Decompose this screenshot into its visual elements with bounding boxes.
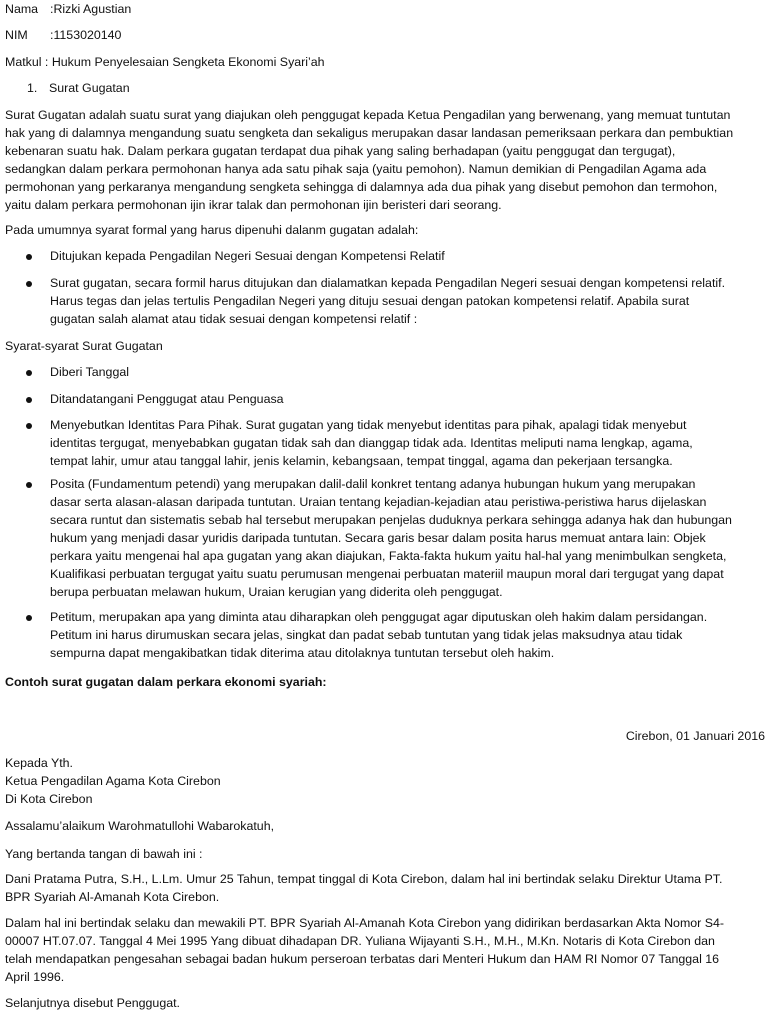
letter-greeting: Assalamu’alaikum Warohmatullohi Wabarokatuh, [5,819,275,833]
nim-value: :1153020140 [50,28,122,42]
letter-kepada: Kepada Yth. [5,756,73,770]
section-title: Surat Gugatan [49,81,130,95]
letter-identity-paragraph [5,870,763,906]
letter-location: Di Kota Cirebon [5,792,93,806]
intro-line: kebenaran suatu hak. Dalam perkara gugatan terdapat dua pihak yang saling berhadapan (yaitu penggugat dan tergugat), [5,144,676,158]
syarat-item-line: identitas tergugat, menyebabkan gugatan tidak sah dan dianggap tidak ada. Identitas meliputi nama lengkap, agama, [50,436,693,450]
intro-line: permohonan yang perkaranya mengandung sengketa sehingga di dalamnya ada dua pihak yang disebut pemohon dan termohon, [5,180,718,194]
nim-row [5,26,121,44]
bullet-icon [26,397,32,403]
identity-line: Dani Pratama Putra, S.H., L.Lm. Umur 25 Tahun, tempat tinggal di Kota Cirebon, dalam hal ini bertindak selaku Direktur Utama PT. [5,872,723,886]
formal-item-line: gugatan salah alamat atau tidak sesuai dengan kompetensi relatif : [50,312,418,326]
letter-date: Cirebon, 01 Januari 2016 [625,729,765,743]
bullet-icon [26,423,32,429]
syarat-item-line: perkara yaitu mengenai hal apa gugatan yang akan diajukan, Fakta-fakta hukum yaitu hal-hal yang menimbulkan sengketa, [50,549,727,563]
syarat-item-line: hukum yang menjadi dasar yuridis daripada tuntutan. Secara garis besar dalam posita harus memuat antara lain: Objek [50,531,706,545]
syarat-item-line: sempurna dapat mengakibatkan tidak diterima atau ditolaknya tuntutan tersebut oleh hakim. [50,646,555,660]
formal-item [50,247,765,265]
syarat-item [50,390,765,408]
contoh-title: Contoh surat gugatan dalam perkara ekonomi syariah: [5,675,327,689]
intro-paragraph [5,106,763,214]
syarat-item-line: dasar serta alasan-alasan daripada tuntutan. Uraian tentang kejadian-kejadian atau peristiwa-peristiwa harus dijelaskan [50,495,707,509]
bullet-icon [26,370,32,376]
syarat-item-line: tempat lahir, umur atau tanggal lahir, jenis kelamin, kebangsaan, tempat tinggal, agama dan pekerjaan tersangka. [50,454,673,468]
intro-line: hak yang di dalamnya mengandung suatu sengketa dan sekaligus merupakan dasar landasan pemeriksaan perkara dan pembuktian [5,126,734,140]
syarat-item-line: Petitum, merupakan apa yang diminta atau diharapkan oleh penggugat agar diputuskan oleh hakim dalam persidangan. [50,610,708,624]
section-number: 1. [27,81,38,95]
authority-line: April 1996. [5,970,65,984]
matkul-row: Matkul : Hukum Penyelesaian Sengketa Ekonomi Syari’ah [5,55,325,69]
authority-line: Dalam hal ini bertindak selaku dan mewakili PT. BPR Syariah Al-Amanah Kota Cirebon yang didirikan berdasarkan Akta Nomor S4- [5,916,725,930]
formal-item [50,274,765,328]
nama-label: Nama [5,2,39,16]
nama-row [5,0,131,18]
syarat-item-line: Menyebutkan Identitas Para Pihak. Surat gugatan yang tidak menyebut identitas para pihak, apalagi tidak menyebut [50,418,687,432]
letter-recipient: Ketua Pengadilan Agama Kota Cirebon [5,774,221,788]
syarat-item-line: Diberi Tanggal [50,365,129,379]
syarat-item [50,363,765,381]
syarat-item-line: Ditandatangani Penggugat atau Penguasa [50,392,284,406]
nama-value: :Rizki Agustian [50,2,132,16]
bullet-icon [26,482,32,488]
intro-line: yaitu dalam perkara permohonan ijin ikrar talak dan permohonan ijin beristeri dari seorang. [5,198,502,212]
syarat-item-line: Kualifikasi perbuatan tergugat yaitu suatu perumusan mengenai perbuatan materiil maupun moral dari tergugat yang dapat [50,567,724,581]
letter-plaintiff-note: Selanjutnya disebut Penggugat. [5,996,180,1010]
nim-label: NIM [5,28,28,42]
syarat-item [50,416,765,470]
intro-line: sedangkan dalam perkara permohonan hanya ada satu pihak saja (yaitu pemohon). Namun demikian di Pengadilan Agama ada [5,162,707,176]
letter-authority-paragraph [5,914,763,986]
authority-line: telah mendapatkan pengesahan sebagai badan hukum perseroan terbatas dari Menteri Hukum dan HAM RI Nomor 07 Tanggal 16 [5,952,720,966]
syarat-item-line: secara runtut dan sistematis sebab hal tersebut merupakan penjelas duduknya perkara sehingga adanya hak dan hubungan [50,513,732,527]
syarat-title: Syarat-syarat Surat Gugatan [5,339,163,353]
syarat-item [50,475,765,601]
syarat-item-line: berupa perbuatan melawan hukum, Uraian kerugian yang diderita oleh penggugat. [50,585,503,599]
bullet-icon [26,281,32,287]
authority-line: 00007 HT.07.07. Tanggal 4 Mei 1995 Yang dibuat dihadapan DR. Yuliana Wijayanti S.H., M.H., M.Kn. Notaris di Kota Cirebon dan [5,934,715,948]
formal-item-line: Ditujukan kepada Pengadilan Negeri Sesuai dengan Kompetensi Relatif [50,249,445,263]
syarat-item [50,608,765,662]
identity-line: BPR Syariah Al-Amanah Kota Cirebon. [5,890,220,904]
syarat-item-line: Petitum ini harus dirumuskan secara jelas, singkat dan padat sebab tuntutan yang tidak jelas maksudnya atau tidak [50,628,683,642]
formal-item-line: Harus tegas dan jelas tertulis Pengadilan Negeri yang dituju sesuai dengan patokan kompetensi relatif. Apabila surat [50,294,690,308]
bullet-icon [26,615,32,621]
letter-signatory-intro: Yang bertanda tangan di bawah ini : [5,847,203,861]
formal-item-line: Surat gugatan, secara formil harus ditujukan dan dialamatkan kepada Pengadilan Negeri sesuai dengan kompetensi relatif. [50,276,726,290]
intro-line: Surat Gugatan adalah suatu surat yang diajukan oleh penggugat kepada Ketua Pengadilan yang berwenang, yang memuat tuntutan [5,108,731,122]
section-heading [27,79,130,97]
syarat-item-line: Posita (Fundamentum petendi) yang merupakan dalil-dalil konkret tentang adanya hubungan hukum yang merupakan [50,477,696,491]
bullet-icon [26,254,32,260]
formal-intro: Pada umumnya syarat formal yang harus dipenuhi dalanm gugatan adalah: [5,223,419,237]
